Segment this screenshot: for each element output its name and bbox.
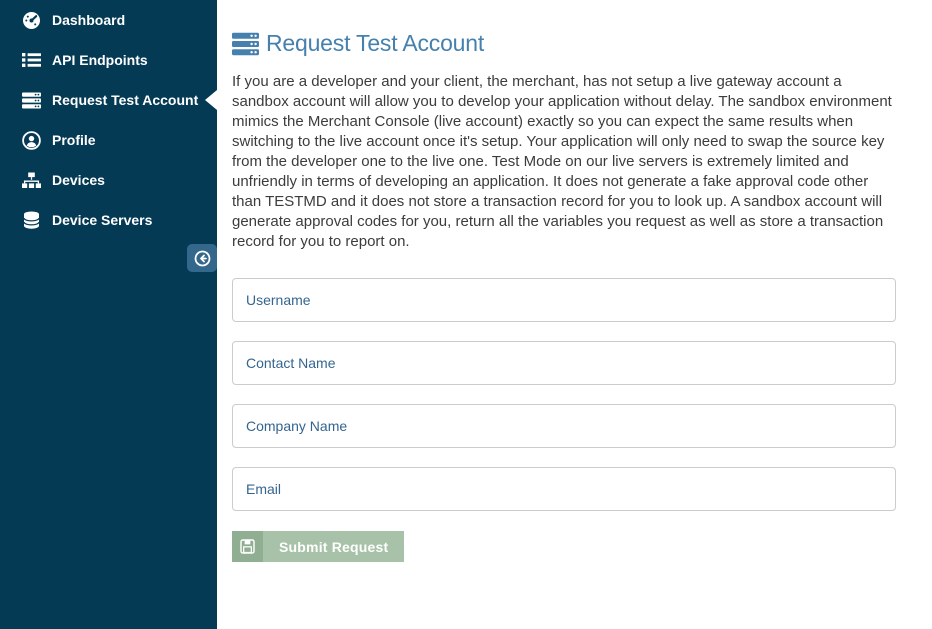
sidebar-item-api-endpoints[interactable] xyxy=(0,40,217,80)
sidebar-item-dashboard[interactable] xyxy=(0,0,217,40)
active-item-arrow xyxy=(205,90,217,110)
sidebar-item-device-servers[interactable] xyxy=(0,200,217,240)
sidebar xyxy=(0,0,217,629)
page-description: If you are a developer and your client, the merchant, has not setup a live gateway account a sandbox account will allow you to develop your application without delay. The sandbox environment mimics the Merchant Console (live account) exactly so you can expect the same results when switching to the live account once it's setup. Your application will only need to swap the source key from the developer one to the live one. Test Mode on our live servers is extremely limited and unfriendly in terms of developing an application. It does not generate a fake approval code other than TESTMD and it does not store a transaction record for you to look up. A sandbox account will generate approval codes for you, return all the variables you request as well as store a transaction record for you to report on. xyxy=(232,73,892,250)
collapse-sidebar-button[interactable] xyxy=(187,244,217,272)
sidebar-item-label: Profile xyxy=(52,132,96,148)
sidebar-item-label: Device Servers xyxy=(52,212,153,228)
contact-name-input[interactable] xyxy=(232,341,896,385)
sidebar-item-devices[interactable] xyxy=(0,160,217,200)
sidebar-item-profile[interactable] xyxy=(0,120,217,160)
username-input[interactable] xyxy=(232,278,896,322)
company-name-input[interactable] xyxy=(232,404,896,448)
tachometer-icon xyxy=(20,11,42,30)
submit-request-button[interactable] xyxy=(232,531,404,562)
page-title: Request Test Account xyxy=(266,30,485,56)
sitemap-icon xyxy=(20,172,42,189)
list-icon xyxy=(20,52,42,68)
sidebar-item-label: Dashboard xyxy=(52,12,126,28)
main-content xyxy=(217,0,932,629)
request-test-account-form xyxy=(232,278,896,562)
sidebar-item-request-test-account[interactable] xyxy=(0,80,217,120)
page-title-row xyxy=(232,30,896,57)
sidebar-item-label: Devices xyxy=(52,172,105,188)
save-icon xyxy=(232,531,263,562)
database-icon xyxy=(20,211,42,229)
arrow-circle-left-icon xyxy=(194,250,211,267)
sidebar-item-label: Request Test Account xyxy=(52,92,199,108)
submit-button-label: Submit Request xyxy=(263,531,404,562)
user-circle-icon xyxy=(20,131,42,150)
server-icon xyxy=(232,32,259,56)
server-icon xyxy=(20,92,42,109)
email-input[interactable] xyxy=(232,467,896,511)
sidebar-item-label: API Endpoints xyxy=(52,52,148,68)
